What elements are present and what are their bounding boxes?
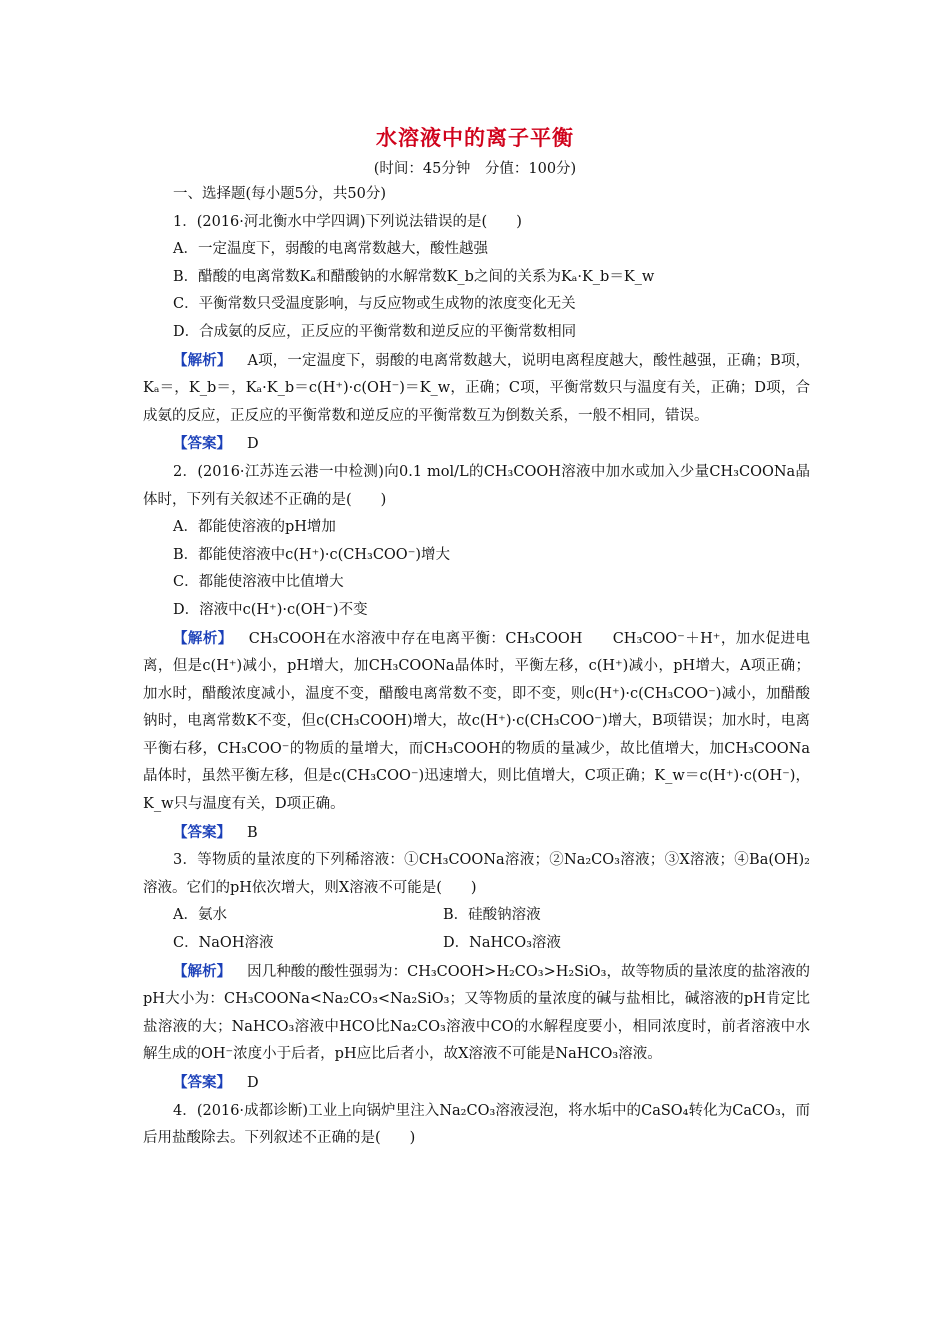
answer-label: 【答案】 [173,435,231,453]
question-3-option-b: B．硅酸钠溶液 [443,907,541,924]
section-heading: 一、选择题(每小题5分，共50分) [173,186,386,202]
question-1-stem: 1．(2016·河北衡水中学四调)下列说法错误的是( ) [173,213,522,230]
question-2-option-b: B．都能使溶液中c(H⁺)·c(CH₃COO⁻)增大 [173,546,451,563]
question-3-option-a: A．氨水 [173,907,227,924]
question-1-option-c: C．平衡常数只受温度影响，与反应物或生成物的浓度变化无关 [173,296,576,313]
answer-label: 【答案】 [173,823,231,841]
question-3-option-d: D．NaHCO₃溶液 [443,935,561,952]
question-3-stem: 3．等物质的量浓度的下列稀溶液：①CH₃COONa溶液；②Na₂CO₃溶液；③X溶液；④Ba(OH)₂溶液。它们的pH依次增大，则X溶液不可能是( ) [143,852,810,896]
question-2-stem: 2．(2016·江苏连云港一中检测)向0.1 mol/L的CH₃COOH溶液中加水或加入少量CH₃COONa晶体时，下列有关叙述不正确的是( ) [143,463,810,508]
question-1-analysis [143,347,810,431]
analysis-label: 【解析】 [173,629,233,647]
question-2-analysis-text: CH₃COOH在水溶液中存在电离平衡：CH₃COOH CH₃COO⁻＋H⁺，加水促进电离，但是c(H⁺)减小，pH增大，加CH₃COONa晶体时，平衡左移，c(H⁺)减小，pH增大，A项正确；加水时，醋酸浓度减小，温度不变，醋酸电离常数不变，即不变，则c(H⁺)·c(CH₃COO⁻)减小，加醋酸钠时，电离常数K不变，但c(CH₃COOH)增大，故c(H⁺)·c(CH₃COO⁻)增大，B项错误；加水时，电离平衡右移，CH₃COO⁻的物质的量增大，而CH₃COOH的物质的量减少，故比值增大，加CH₃COONa晶体时，虽然平衡左移，但是c(CH₃COO⁻)迅速增大，则比值增大，C项正确；K_w＝c(H⁺)·c(OH⁻)，K_w只与温度有关，D项正确。 [143,630,810,813]
question-1-option-a: A．一定温度下，弱酸的电离常数越大，酸性越强 [173,241,488,258]
question-1-option-b: B．醋酸的电离常数Kₐ和醋酸钠的水解常数K_b之间的关系为Kₐ·K_b＝K_w [173,268,655,285]
question-2-answer [143,819,810,848]
question-2-option-a: A．都能使溶液的pH增加 [173,519,336,536]
question-1-answer-value: D [247,436,259,453]
question-4-stem: 4．(2016·成都诊断)工业上向锅炉里注入Na₂CO₃溶液浸泡，将水垢中的CaSO₄转化为CaCO₃，而后用盐酸除去。下列叙述不正确的是( ) [143,1102,810,1147]
question-3-answer [143,1069,810,1098]
document-subtitle: (时间：45分钟 分值：100分) [373,161,577,177]
document-body [143,181,810,1153]
question-3-options-row-2 [143,930,810,958]
question-2-option-d: D．溶液中c(H⁺)·c(OH⁻)不变 [173,601,368,618]
question-1-answer [143,430,810,459]
question-3-option-c: C．NaOH溶液 [173,935,274,952]
analysis-label: 【解析】 [173,351,232,369]
question-1-analysis-text: A项，一定温度下，弱酸的电离常数越大，说明电离程度越大，酸性越强，正确；B项，Kₐ＝，K_b＝，Kₐ·K_b＝c(H⁺)·c(OH⁻)＝K_w，正确；C项，平衡常数只与温度有关，正确；D项，合成氨的反应，正反应的平衡常数和逆反应的平衡常数互为倒数关系，一般不相同，错误。 [143,352,811,424]
question-1-option-d: D．合成氨的反应，正反应的平衡常数和逆反应的平衡常数相同 [173,323,577,340]
question-2-option-c: C．都能使溶液中比值增大 [173,574,344,591]
question-3-analysis [143,958,810,1069]
question-3-analysis-text: 因几种酸的酸性强弱为：CH₃COOH>H₂CO₃>H₂SiO₃，故等物质的量浓度的盐溶液的pH大小为：CH₃COONa<Na₂CO₃<Na₂SiO₃；又等物质的量浓度的碱与盐相比，碱溶液的pH肯定比盐溶液的大；NaHCO₃溶液中HCO比Na₂CO₃溶液中CO的水解程度要小，相同浓度时，前者溶液中水解生成的OH⁻浓度小于后者，pH应比后者小，故X溶液不可能是NaHCO₃溶液。 [143,963,810,1063]
answer-label: 【答案】 [173,1074,231,1091]
analysis-label: 【解析】 [173,962,232,980]
question-3-answer-value: D [247,1075,259,1091]
question-2-answer-value: B [247,824,258,841]
document-title: 水溶液中的离子平衡 [376,125,574,150]
question-2-analysis [143,625,810,819]
question-3-options-row-1 [143,902,810,930]
